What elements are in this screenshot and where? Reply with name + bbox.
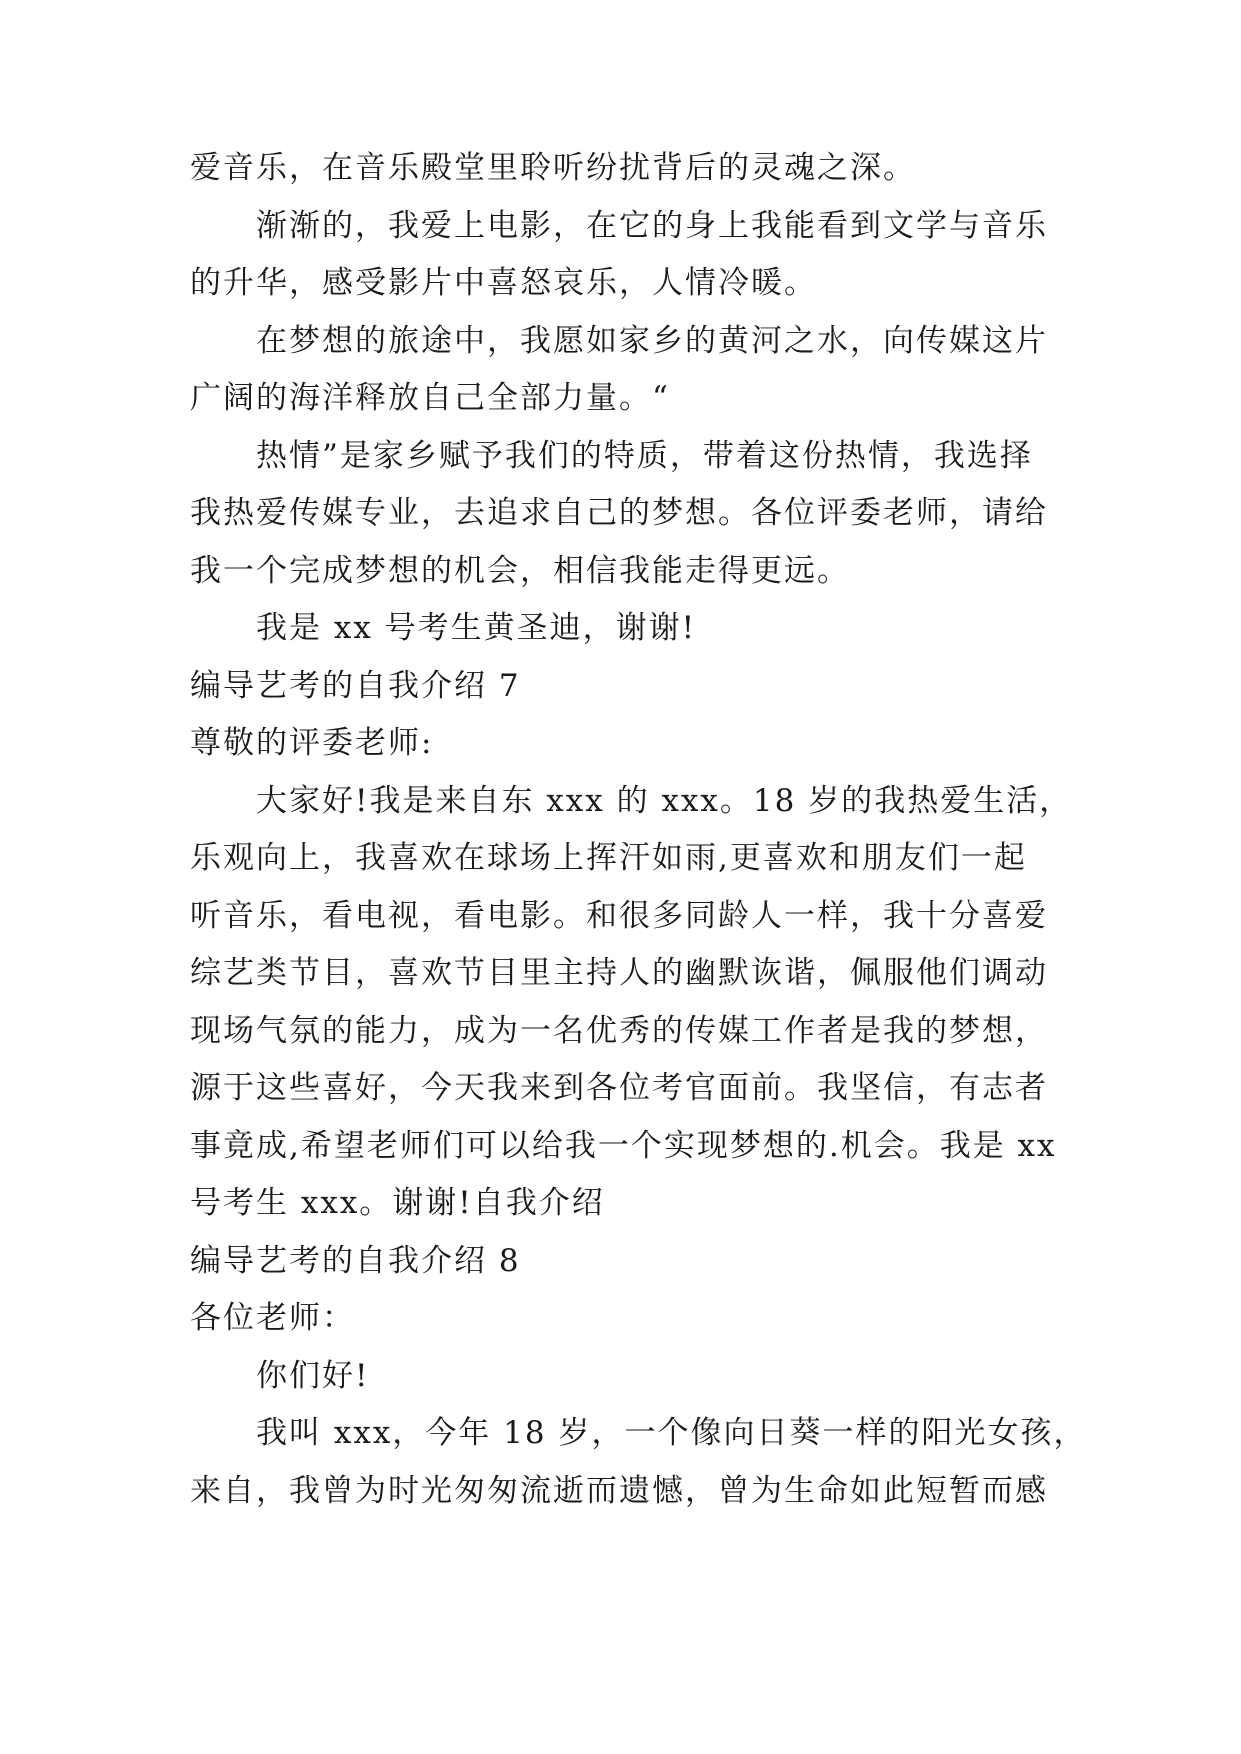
text-line: 大家好!我是来自东 xxx 的 xxx。18 岁的我热爱生活，	[256, 783, 1073, 819]
salutation: 尊敬的评委老师:	[190, 725, 434, 761]
section-heading: 编导艺考的自我介绍 7	[190, 668, 521, 704]
text-line: 来自，我曾为时光匆匆流逝而遗憾，曾为生命如此短暂而感	[190, 1473, 1048, 1509]
text-line: 听音乐，看电视，看电影。和很多同龄人一样，我十分喜爱	[190, 898, 1048, 934]
text-line: 现场气氛的能力，成为一名优秀的传媒工作者是我的梦想，	[190, 1013, 1048, 1049]
text-line: 在梦想的旅途中，我愿如家乡的黄河之水，向传媒这片	[256, 323, 1048, 359]
text-line: 我叫 xxx，今年 18 岁，一个像向日葵一样的阳光女孩，	[256, 1415, 1087, 1451]
text-line: 号考生 xxx。谢谢!自我介绍	[190, 1185, 605, 1221]
text-line: 广阔的海洋释放自己全部力量。“	[190, 380, 670, 416]
text-line: 你们好!	[256, 1358, 370, 1394]
text-line: 爱音乐，在音乐殿堂里聆听纷扰背后的灵魂之深。	[190, 150, 916, 186]
text-line: 我是 xx 号考生黄圣迪，谢谢!	[256, 610, 697, 646]
text-line: 事竟成,希望老师们可以给我一个实现梦想的.机会。我是 xx	[190, 1128, 1057, 1164]
text-line: 我一个完成梦想的机会，相信我能走得更远。	[190, 553, 850, 589]
section-heading: 编导艺考的自我介绍 8	[190, 1243, 521, 1279]
text-line: 乐观向上，我喜欢在球场上挥汗如雨,更喜欢和朋友们一起	[190, 840, 1027, 876]
text-line: 的升华，感受影片中喜怒哀乐，人情冷暖。	[190, 265, 817, 301]
text-line: 我热爱传媒专业，去追求自己的梦想。各位评委老师，请给	[190, 495, 1048, 531]
text-line: 热情”是家乡赋予我们的特质，带着这份热情，我选择	[256, 438, 1033, 474]
text-line: 综艺类节目，喜欢节目里主持人的幽默诙谐，佩服他们调动	[190, 955, 1048, 991]
salutation: 各位老师：	[190, 1300, 355, 1336]
text-line: 渐渐的，我爱上电影，在它的身上我能看到文学与音乐	[256, 208, 1048, 244]
text-line: 源于这些喜好，今天我来到各位考官面前。我坚信，有志者	[190, 1070, 1048, 1106]
